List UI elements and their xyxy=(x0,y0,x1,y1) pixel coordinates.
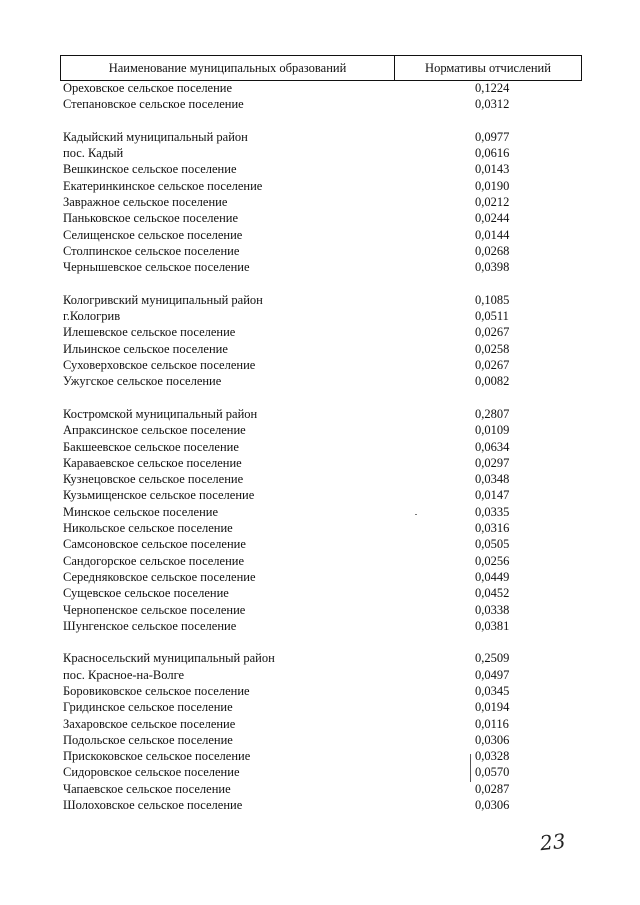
table-row xyxy=(63,178,583,194)
municipality-name: Кологривский муниципальный район xyxy=(63,292,263,307)
municipality-name: Кузьмищенское сельское поселение xyxy=(63,488,255,503)
municipality-name: Сущевское сельское поселение xyxy=(63,586,229,601)
municipality-name: Апраксинское сельское поселение xyxy=(63,423,246,438)
header-deduction-norms: Нормативы отчислений xyxy=(425,60,551,75)
deduction-norm: 0,0328 xyxy=(475,749,510,764)
table-row xyxy=(63,716,583,732)
table-row xyxy=(63,324,583,340)
table-row xyxy=(63,650,583,666)
table-row xyxy=(63,487,583,503)
table-row xyxy=(63,667,583,683)
deduction-norm: 0,1224 xyxy=(475,81,510,95)
deduction-norm: 0,0452 xyxy=(475,586,510,601)
deduction-norm: 0,0616 xyxy=(475,146,510,161)
table-row xyxy=(63,210,583,226)
deduction-norm: 0,0381 xyxy=(475,618,510,633)
municipality-name: Шолоховское сельское поселение xyxy=(63,798,243,813)
municipality-name: пос. Кадый xyxy=(63,146,124,161)
table-row xyxy=(63,439,583,455)
table-row xyxy=(63,569,583,585)
municipality-name: Степановское сельское поселение xyxy=(63,97,244,112)
municipality-name: Кадыйский муниципальный район xyxy=(63,129,248,144)
table-row xyxy=(63,536,583,552)
municipality-name: Захаровское сельское поселение xyxy=(63,716,236,731)
deduction-norm: 0,0335 xyxy=(475,504,510,519)
deduction-norm: 0,0082 xyxy=(475,374,510,389)
municipality-name: Боровиковское сельское поселение xyxy=(63,683,250,698)
table-row xyxy=(63,455,583,471)
deduction-norm: 0,0345 xyxy=(475,683,510,698)
table-row xyxy=(63,618,583,634)
municipality-name: Кузнецовское сельское поселение xyxy=(63,472,244,487)
deduction-norm: 0,2807 xyxy=(475,406,510,421)
deduction-norm: 0,0312 xyxy=(475,97,510,112)
deduction-norm: 0,0267 xyxy=(475,358,510,373)
deduction-norm: 0,0297 xyxy=(475,455,510,470)
deduction-norm: 0,0109 xyxy=(475,423,510,438)
municipality-name: Костромской муниципальный район xyxy=(63,406,258,421)
municipality-name: Прискоковское сельское поселение xyxy=(63,749,251,764)
table-row xyxy=(63,96,583,112)
deduction-norm: 0,0449 xyxy=(475,569,510,584)
municipality-name: Чернопенское сельское поселение xyxy=(63,602,246,617)
municipality-name: Караваевское сельское поселение xyxy=(63,455,242,470)
header-municipality-name: Наименование муниципальных образований xyxy=(61,56,395,80)
municipality-name: Сандогорское сельское поселение xyxy=(63,553,245,568)
municipality-name: Красносельский муниципальный район xyxy=(63,651,275,666)
deduction-norm: 0,0338 xyxy=(475,602,510,617)
table-row xyxy=(63,602,583,618)
deduction-norm: 0,0144 xyxy=(475,227,510,242)
deduction-norm: 0,0306 xyxy=(475,798,510,813)
pen-mark xyxy=(470,754,471,782)
table-row xyxy=(63,373,583,389)
table-row xyxy=(63,243,583,259)
table-row xyxy=(63,357,583,373)
table-row xyxy=(63,781,583,797)
deduction-norm: 0,0570 xyxy=(475,765,510,780)
deduction-norm: 0,0268 xyxy=(475,243,510,258)
municipality-name: Сидоровское сельское поселение xyxy=(63,765,240,780)
table-row xyxy=(63,259,583,275)
municipality-name: Столпинское сельское поселение xyxy=(63,243,240,258)
deduction-norm: 0,0190 xyxy=(475,178,510,193)
table-header xyxy=(60,55,582,81)
deduction-norm: 0,0116 xyxy=(475,716,509,731)
municipality-name: г.Кологрив xyxy=(63,309,121,324)
municipality-name: Ужугское сельское поселение xyxy=(63,374,222,389)
table-body xyxy=(63,80,583,813)
scan-speck xyxy=(415,514,417,515)
municipality-name: Ореховское сельское поселение xyxy=(63,81,233,95)
group-spacer xyxy=(63,113,583,129)
table-row xyxy=(63,520,583,536)
table-row xyxy=(63,797,583,813)
deduction-norm: 0,0306 xyxy=(475,732,510,747)
deduction-norm: 0,0147 xyxy=(475,488,510,503)
municipality-name: Никольское сельское поселение xyxy=(63,521,233,536)
table-row xyxy=(63,292,583,308)
deduction-norm: 0,0634 xyxy=(475,439,510,454)
table-row xyxy=(63,585,583,601)
municipality-name: Самсоновское сельское поселение xyxy=(63,537,246,552)
deduction-norm: 0,0244 xyxy=(475,211,510,226)
municipality-name: пос. Красное-на-Волге xyxy=(63,667,185,682)
deduction-norm: 0,0287 xyxy=(475,781,510,796)
municipality-name: Ильинское сельское поселение xyxy=(63,341,228,356)
page-number: 23 xyxy=(538,828,567,856)
deduction-norm: 0,0316 xyxy=(475,521,510,536)
municipality-name: Шунгенское сельское поселение xyxy=(63,618,237,633)
municipality-name: Гридинское сельское поселение xyxy=(63,700,233,715)
municipality-name: Чернышевское сельское поселение xyxy=(63,260,250,275)
deduction-norm: 0,0212 xyxy=(475,195,510,210)
table-row xyxy=(63,80,583,96)
table-row xyxy=(63,553,583,569)
deduction-norm: 0,0348 xyxy=(475,472,510,487)
municipality-name: Чапаевское сельское поселение xyxy=(63,781,231,796)
group-spacer xyxy=(63,390,583,406)
municipality-name: Екатеринкинское сельское поселение xyxy=(63,178,263,193)
municipality-name: Минское сельское поселение xyxy=(63,504,219,519)
deduction-norm: 0,0511 xyxy=(475,309,509,324)
deduction-norm: 0,0194 xyxy=(475,700,510,715)
municipality-name: Бакшеевское сельское поселение xyxy=(63,439,239,454)
table-row xyxy=(63,308,583,324)
table-row xyxy=(63,129,583,145)
deduction-norm: 0,0398 xyxy=(475,260,510,275)
deduction-norm: 0,1085 xyxy=(475,292,510,307)
table-row xyxy=(63,732,583,748)
table-row xyxy=(63,406,583,422)
table-row xyxy=(63,341,583,357)
table-row xyxy=(63,145,583,161)
table-row xyxy=(63,699,583,715)
deduction-norm: 0,0505 xyxy=(475,537,510,552)
deduction-norm: 0,0497 xyxy=(475,667,510,682)
table-row xyxy=(63,422,583,438)
table-row xyxy=(63,194,583,210)
group-spacer xyxy=(63,634,583,650)
deduction-norm: 0,0143 xyxy=(475,162,510,177)
municipality-name: Паньковское сельское поселение xyxy=(63,211,239,226)
group-spacer xyxy=(63,276,583,292)
table-row xyxy=(63,227,583,243)
table-row xyxy=(63,504,583,520)
table-row xyxy=(63,683,583,699)
table-row xyxy=(63,748,583,764)
deduction-norm: 0,0267 xyxy=(475,325,510,340)
municipality-name: Середняковское сельское поселение xyxy=(63,569,256,584)
deduction-norm: 0,0256 xyxy=(475,553,510,568)
municipality-name: Завражное сельское поселение xyxy=(63,195,228,210)
municipality-name: Селищенское сельское поселение xyxy=(63,227,243,242)
municipality-name: Подольское сельское поселение xyxy=(63,732,233,747)
municipality-name: Вешкинское сельское поселение xyxy=(63,162,237,177)
municipality-name: Суховерховское сельское поселение xyxy=(63,358,256,373)
deduction-norm: 0,0977 xyxy=(475,129,510,144)
table-row xyxy=(63,161,583,177)
deduction-norm: 0,0258 xyxy=(475,341,510,356)
table-row xyxy=(63,764,583,780)
table-row xyxy=(63,471,583,487)
municipality-name: Илешевское сельское поселение xyxy=(63,325,236,340)
deduction-norm: 0,2509 xyxy=(475,651,510,666)
